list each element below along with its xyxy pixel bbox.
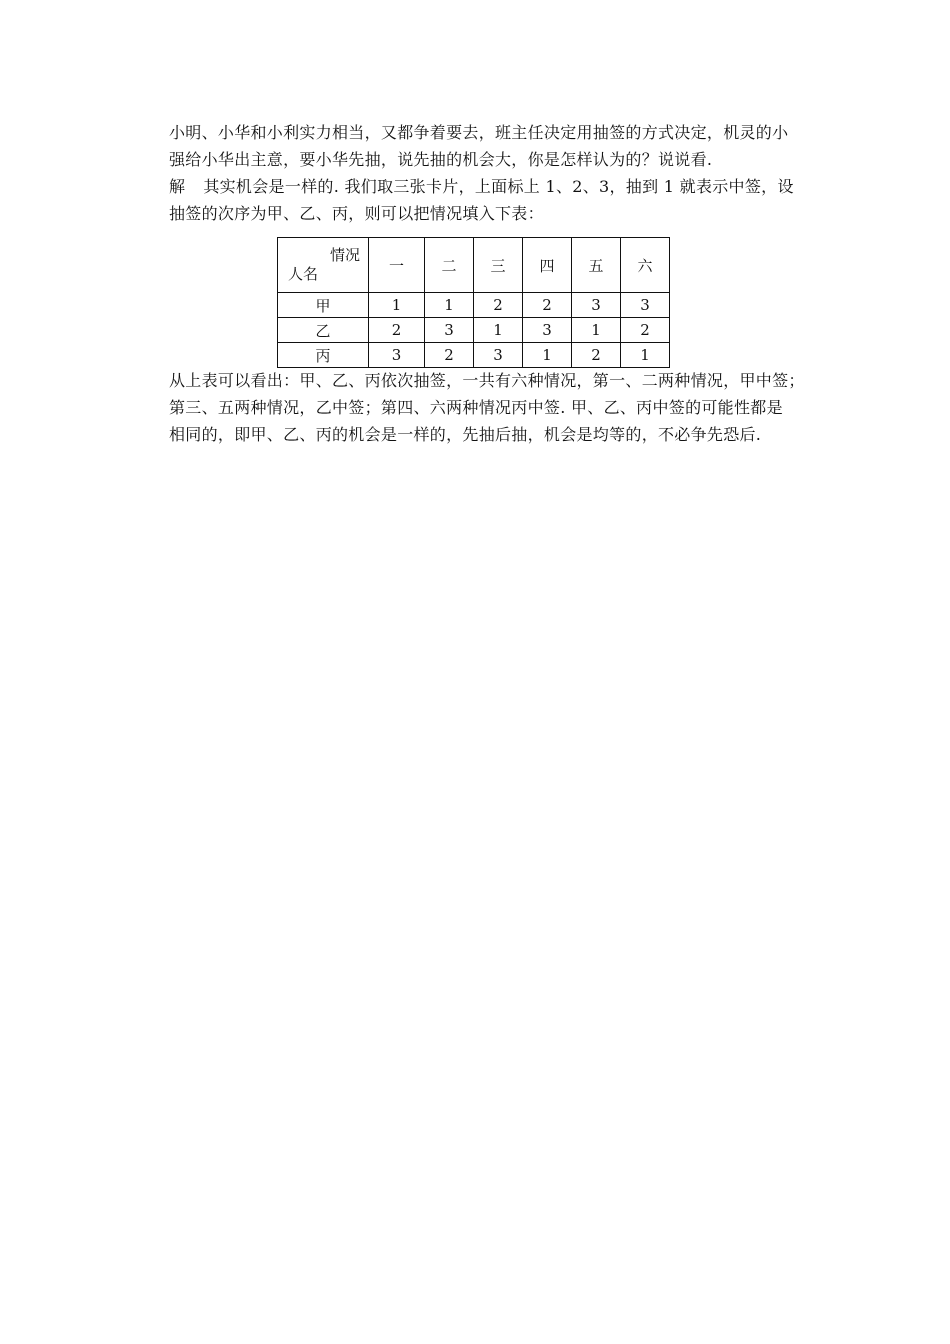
table-cell: 2 bbox=[523, 293, 572, 318]
table-cell: 1 bbox=[572, 318, 621, 343]
row-name: 乙 bbox=[278, 318, 369, 343]
problem-line: 强给小华出主意，要小华先抽，说先抽的机会大，你是怎样认为的？说说看. bbox=[169, 150, 713, 169]
column-header: 六 bbox=[621, 238, 670, 293]
table-cell: 3 bbox=[425, 318, 474, 343]
table-cell: 3 bbox=[523, 318, 572, 343]
conclusion-line: 第三、五两种情况，乙中签；第四、六两种情况丙中签. 甲、乙、丙中签的可能性都是 bbox=[169, 398, 783, 417]
cases-table-wrapper bbox=[277, 237, 670, 368]
conclusion-line: 从上表可以看出：甲、乙、丙依次抽签，一共有六种情况，第一、二两种情况，甲中签； bbox=[169, 371, 805, 390]
document-body bbox=[169, 119, 819, 444]
conclusion-paragraph bbox=[169, 367, 805, 448]
table-row bbox=[278, 343, 670, 368]
table-cell: 3 bbox=[474, 343, 523, 368]
table-cell: 2 bbox=[572, 343, 621, 368]
table-cell: 2 bbox=[621, 318, 670, 343]
solution-text: 其实机会是一样的. 我们取三张卡片，上面标上 1、2、3，抽到 1 就表示中签，设 bbox=[203, 177, 794, 196]
table-row bbox=[278, 293, 670, 318]
row-name: 甲 bbox=[278, 293, 369, 318]
conclusion-line: 相同的，即甲、乙、丙的机会是一样的，先抽后抽，机会是均等的，不必争先恐后. bbox=[169, 425, 762, 444]
table-cell: 2 bbox=[369, 318, 425, 343]
table-cell: 2 bbox=[425, 343, 474, 368]
row-name: 丙 bbox=[278, 343, 369, 368]
column-header: 四 bbox=[523, 238, 572, 293]
column-header: 二 bbox=[425, 238, 474, 293]
table-cell: 1 bbox=[523, 343, 572, 368]
table-row bbox=[278, 318, 670, 343]
solution-intro bbox=[169, 173, 819, 227]
solution-line: 抽签的次序为甲、乙、丙，则可以把情况填入下表： bbox=[169, 204, 544, 223]
table-cell: 1 bbox=[369, 293, 425, 318]
table-header-row bbox=[278, 238, 670, 293]
column-header: 五 bbox=[572, 238, 621, 293]
table-cell: 3 bbox=[572, 293, 621, 318]
column-header: 三 bbox=[474, 238, 523, 293]
cases-table bbox=[277, 237, 670, 368]
column-header: 一 bbox=[369, 238, 425, 293]
corner-label-cases: 情况 bbox=[329, 246, 360, 264]
problem-statement bbox=[169, 119, 819, 173]
solution-line bbox=[169, 173, 819, 200]
table-cell: 3 bbox=[369, 343, 425, 368]
table-cell: 2 bbox=[474, 293, 523, 318]
problem-line: 小明、小华和小利实力相当，又都争着要去，班主任决定用抽签的方式决定，机灵的小 bbox=[169, 123, 789, 142]
table-cell: 1 bbox=[425, 293, 474, 318]
table-cell: 1 bbox=[474, 318, 523, 343]
table-corner-cell bbox=[278, 238, 369, 293]
table-cell: 3 bbox=[621, 293, 670, 318]
solution-label: 解 bbox=[169, 177, 186, 196]
table-cell: 1 bbox=[621, 343, 670, 368]
corner-label-names: 人名 bbox=[288, 265, 319, 283]
